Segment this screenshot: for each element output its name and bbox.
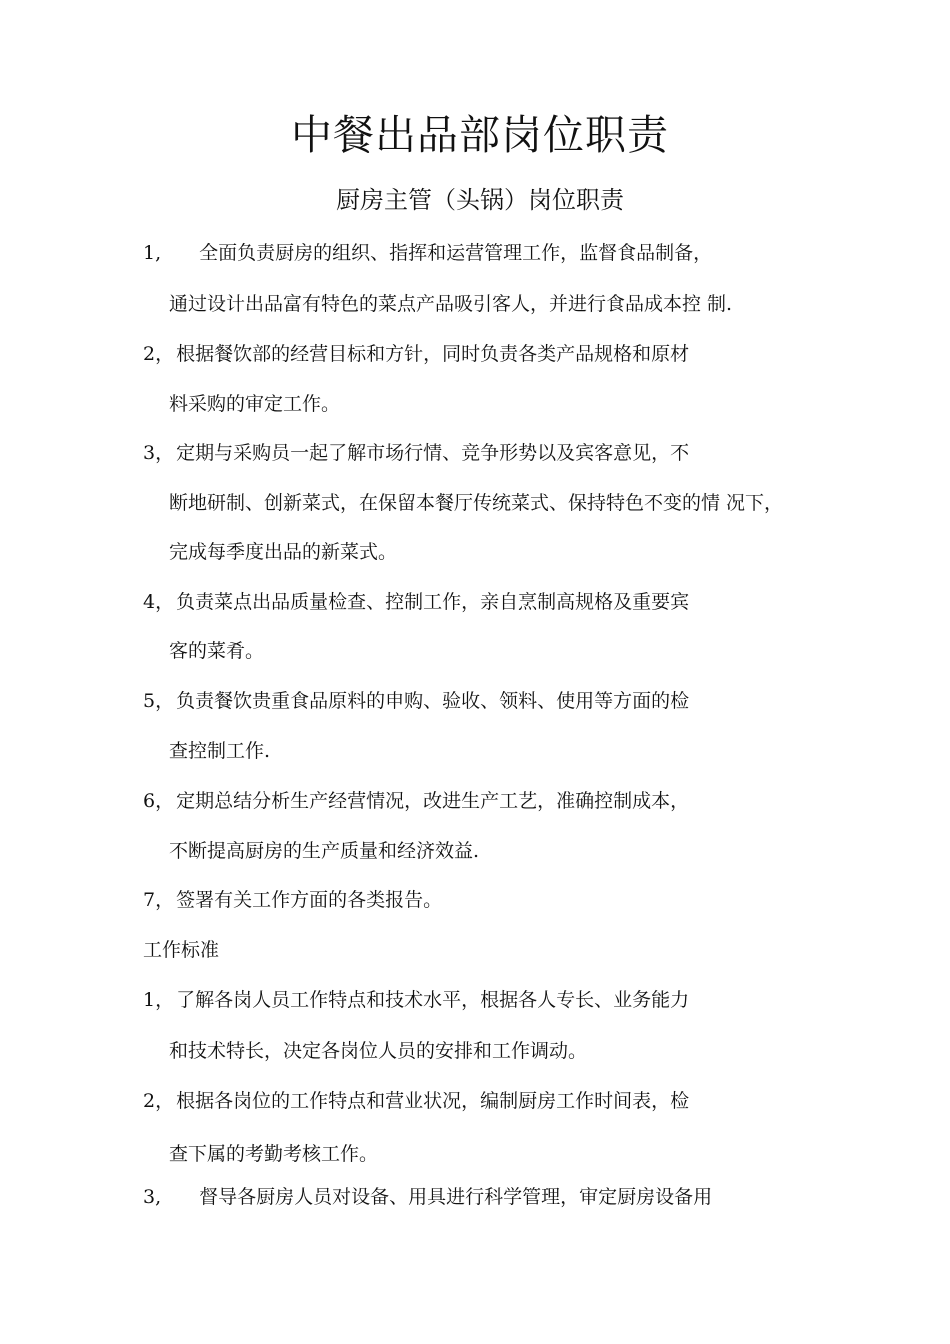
duty-5-line-1 [143,687,689,715]
standard-2-text-1: 根据各岗位的工作特点和营业状况，编制厨房工作时间表，检 [176,1090,690,1112]
duty-4-text-2: 客的菜肴。 [169,640,265,662]
standard-1-text-2: 和技术特长，决定各岗位人员的安排和工作调动。 [169,1040,588,1062]
document-subtitle: 厨房主管（头锅）岗位职责 [336,186,624,214]
standard-1-line-1 [143,986,689,1014]
duty-2-text-2: 料采购的审定工作。 [169,393,341,415]
duty-7-text-1: 签署有关工作方面的各类报告。 [176,889,443,911]
standard-3-number: 3, [143,1186,162,1208]
duty-6-line-1 [143,787,689,815]
duty-6-text-2: 不断提高厨房的生产质量和经济效益. [169,840,480,862]
duty-4-text-1: 负责菜点出品质量检查、控制工作，亲自烹制高规格及重要宾 [176,591,690,613]
duty-1-text-1: 全面负责厨房的组织、指挥和运营管理工作，监督食品制备， [199,242,713,264]
standard-2-text-2: 查下属的考勤考核工作。 [169,1143,379,1165]
duty-2-text-1: 根据餐饮部的经营目标和方针，同时负责各类产品规格和原材 [176,343,690,365]
duty-5-text-2: 查控制工作. [169,740,271,762]
duty-1-text-2: 通过设计出品富有特色的菜点产品吸引客人，并进行食品成本控 制. [169,293,733,315]
duty-3-text-2: 断地研制、创新菜式，在保留本餐厅传统菜式、保持特色不变的情 况下， [169,492,784,514]
duty-2-line-1 [143,340,689,368]
duty-3-text-3: 完成每季度出品的新菜式。 [169,541,398,563]
standard-3-text-1: 督导各厨房人员对设备、用具进行科学管理，审定厨房设备用 [199,1186,713,1208]
duty-7-line-1 [143,886,442,914]
duty-5-text-1: 负责餐饮贵重食品原料的申购、验收、领料、使用等方面的检 [176,690,690,712]
standard-2-line-1 [143,1087,689,1115]
standard-2-number: 2， [143,1090,175,1112]
standard-1-text-1: 了解各岗人员工作特点和技术水平，根据各人专长、业务能力 [176,989,690,1011]
duty-5-number: 5， [143,690,175,712]
duty-4-number: 4， [143,591,175,613]
standards-heading: 工作标准 [143,939,220,961]
duty-2-number: 2， [143,343,175,365]
duty-3-line-1 [143,439,689,467]
duty-7-number: 7， [143,889,175,911]
duty-1-line-1 [143,239,712,267]
duty-6-text-1: 定期总结分析生产经营情况，改进生产工艺，准确控制成本， [176,790,690,812]
standard-1-number: 1， [143,989,175,1011]
standard-3-line-1 [143,1183,712,1211]
duty-4-line-1 [143,588,689,616]
duty-3-text-1: 定期与采购员一起了解市场行情、竞争形势以及宾客意见，不 [176,442,690,464]
document-title: 中餐出品部岗位职责 [291,111,669,159]
duty-1-number: 1, [143,242,162,264]
duty-3-number: 3， [143,442,175,464]
duty-6-number: 6， [143,790,175,812]
